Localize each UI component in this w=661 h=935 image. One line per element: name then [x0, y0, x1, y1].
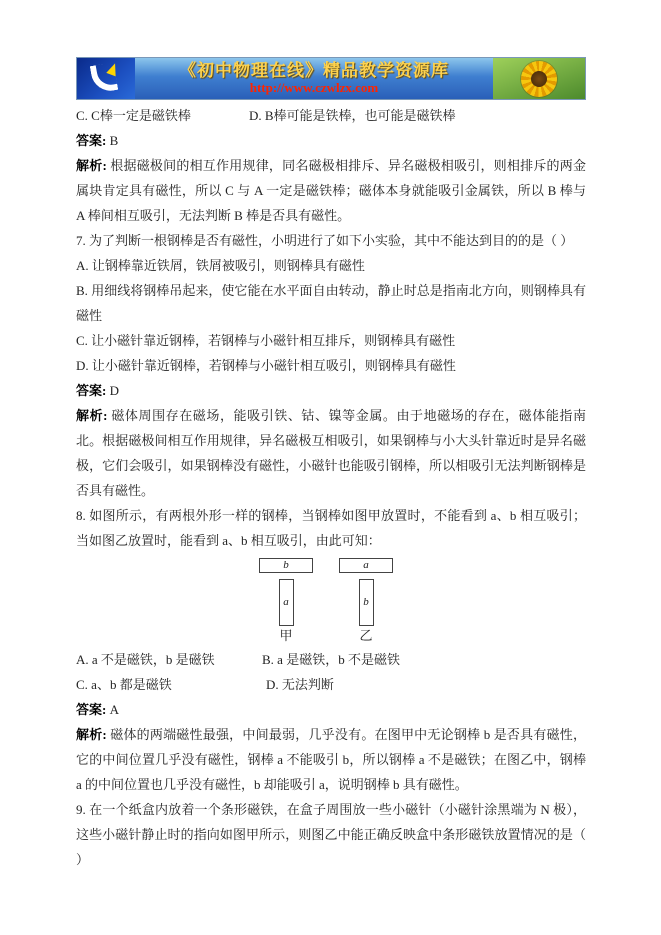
q7-answer-line — [76, 378, 586, 403]
figure-caption-jia: 甲 — [279, 628, 293, 643]
q6-answer-value: B — [109, 133, 119, 148]
bar-vertical-jia: a — [279, 579, 294, 626]
q8-answer-value: A — [109, 702, 119, 717]
q7-answer-value: D — [109, 383, 119, 398]
bar-horizontal-yi: a — [339, 558, 393, 573]
q9-stem: 9. 在一个纸盒内放着一个条形磁铁，在盒子周围放一些小磁针（小磁针涂黑端为 N 极），这些小磁针静止时的指向如图甲所示，则图乙中能正确反映盒中条形磁铁放置情况的是（ ） — [76, 802, 586, 867]
bar-vertical-yi: b — [359, 579, 374, 626]
sunflower-icon — [521, 61, 557, 97]
q8-figure — [259, 558, 586, 644]
banner-url-link[interactable]: http://www.czwlzx.com — [249, 79, 379, 95]
q8-answer-line — [76, 697, 586, 722]
q7-analysis-label: 解析: — [76, 408, 108, 423]
q8-analysis — [76, 722, 586, 797]
figure-yi — [339, 558, 393, 644]
q8-stem: 8. 如图所示，有两根外形一样的钢棒，当钢棒如图甲放置时，不能看到 a、b 相互吸引；当如图乙放置时，能看到 a、b 相互吸引，由此可知： — [76, 508, 586, 548]
q6-answer-label: 答案: — [76, 133, 107, 148]
q8-option-d: D. 无法判断 — [266, 677, 334, 692]
banner-text — [135, 58, 493, 99]
sunflower-image — [493, 58, 585, 99]
q6-analysis-label: 解析: — [76, 158, 107, 173]
q6-option-d: D. B棒可能是铁棒，也可能是磁铁棒 — [249, 108, 456, 123]
q7-option-b: B. 用细线将钢棒吊起来，使它能在水平面自由转动，静止时总是指南北方向，则钢棒具有磁性 — [76, 283, 586, 323]
q6-answer-line — [76, 128, 586, 153]
q6-option-row — [76, 103, 586, 128]
q8-option-row-2 — [76, 672, 586, 697]
q6-analysis — [76, 153, 586, 228]
sunflower-center — [531, 71, 547, 87]
q7-option-d: D. 让小磁针靠近钢棒，若钢棒与小磁针相互吸引，则钢棒具有磁性 — [76, 358, 456, 373]
q7-option-a: A. 让钢棒靠近铁屑，铁屑被吸引，则钢棒具有磁性 — [76, 258, 365, 273]
bar-horizontal-jia: b — [259, 558, 313, 573]
q7-answer-label: 答案: — [76, 383, 107, 398]
q8-answer-label: 答案: — [76, 702, 107, 717]
q6-option-c: C. C棒一定是磁铁棒 — [76, 108, 191, 123]
q8-option-a: A. a 不是磁铁，b 是磁铁 — [76, 652, 215, 667]
figure-caption-yi: 乙 — [359, 628, 373, 643]
q8-option-c: C. a、b 都是磁铁 — [76, 677, 172, 692]
q7-analysis-text: 磁体周围存在磁场，能吸引铁、钴、镍等金属。由于地磁场的存在，磁体能指南北。根据磁极间相互作用规律，异名磁极互相吸引，如果钢棒与小大头针靠近时是异名磁极，它们会吸引，如果钢棒没有磁性，小磁针也能吸引钢棒，所以相吸引无法判断钢棒是否具有磁性。 — [76, 408, 586, 498]
site-logo — [77, 58, 135, 99]
document-content — [76, 103, 586, 872]
q6-analysis-text: 根据磁极间的相互作用规律，同名磁极相排斥、异名磁极相吸引，则相排斥的两金属块肯定具有磁性，所以 C 与 A 一定是磁铁棒；磁体本身就能吸引金属铁，所以 B 棒与 A 棒间相互吸引，无法判断 B 棒是否具有磁性。 — [76, 158, 586, 223]
q8-analysis-text: 磁体的两端磁性最强，中间最弱，几乎没有。在图甲中无论钢棒 b 是否具有磁性，它的中间位置几乎没有磁性，钢棒 a 不能吸引 b，所以钢棒 a 不是磁铁；在图乙中，钢棒 a 的中间位置也几乎没有磁性，b 却能吸引 a，说明钢棒 b 具有磁性。 — [76, 727, 586, 792]
figure-jia — [259, 558, 313, 644]
q8-option-b: B. a 是磁铁，b 不是磁铁 — [262, 652, 400, 667]
q8-analysis-label: 解析: — [76, 727, 107, 742]
banner-title: 《初中物理在线》精品教学资源库 — [179, 61, 449, 81]
q7-analysis — [76, 403, 586, 503]
q8-option-row-1 — [76, 647, 586, 672]
q7-option-c: C. 让小磁针靠近钢棒，若钢棒与小磁针相互排斥，则钢棒具有磁性 — [76, 333, 456, 348]
site-banner — [76, 57, 586, 100]
q7-stem: 7. 为了判断一根钢棒是否有磁性，小明进行了如下小实验，其中不能达到目的的是（ ） — [76, 233, 574, 248]
